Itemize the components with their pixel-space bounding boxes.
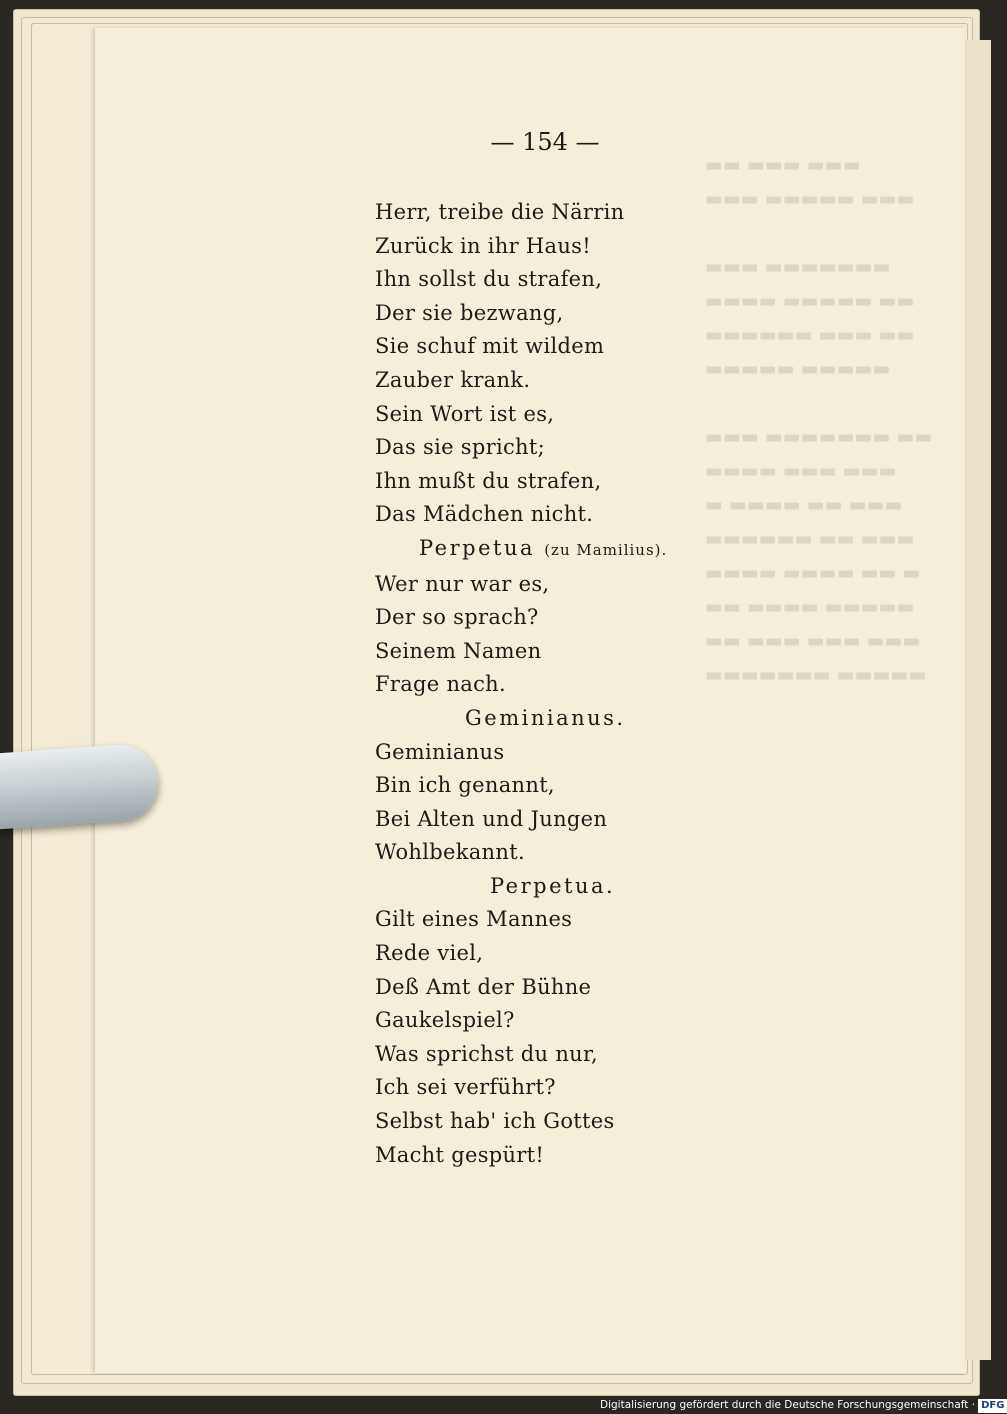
speaker-name: Perpetua [419,535,536,560]
verse-line: Was sprichst du nur, [375,1041,598,1066]
verse-line: Zurück in ihr Haus! [375,233,591,258]
verse-line: Ich sei verführt? [375,1075,556,1100]
stage-direction: (zu Mamilius). [544,540,668,559]
verse-line: Selbst hab' ich Gottes [375,1109,615,1134]
speaker-heading [375,532,695,568]
verse-line: Bin ich genannt, [375,773,555,798]
verse-line: Zauber krank. [375,367,531,392]
verse-line: Macht gespürt! [375,1142,545,1167]
page-holder-clip [0,742,160,830]
verse-line: Gilt eines Mannes [375,907,573,932]
verse-line: Bei Alten und Jungen [375,806,608,831]
verse-line: Geminianus [375,739,505,764]
verse-line: Sein Wort ist es, [375,401,555,426]
page-number: — 154 — [490,128,600,156]
verse-line: Sie schuf mit wildem [375,334,605,359]
verse-line: Wer nur war es, [375,571,550,596]
verse-line: Ihn sollst du strafen, [375,267,603,292]
digitization-credit [600,1396,1005,1414]
verse-line: Das sie spricht; [375,435,545,460]
verse-line: Ihn mußt du strafen, [375,468,602,493]
verse-line: Herr, treibe die Närrin [375,200,625,224]
verse-line: Rede viel, [375,941,484,966]
verse-line: Deß Amt der Bühne [375,974,592,999]
verse-line: Der so sprach? [375,605,539,630]
verse-line: Gaukelspiel? [375,1008,515,1033]
speaker-heading: Geminianus. [465,705,626,730]
verse-line: Seinem Namen [375,638,542,663]
verse-line: Frage nach. [375,672,506,697]
verse-line: Wohlbekannt. [375,840,525,865]
book-page [95,28,965,1373]
dfg-logo: DFG [978,1399,1007,1413]
credit-text: Digitalisierung gefördert durch die Deutsche Forschungsgemeinschaft · [600,1399,976,1411]
show-through-text: ▬▬ ▬▬▬ ▬▬▬ ▬▬▬ ▬▬▬▬▬ ▬▬▬ ▬▬▬ ▬▬▬▬▬▬▬ ▬▬▬▬ ▬▬▬▬▬ ▬▬ ▬▬▬▬▬▬ ▬▬▬ ▬▬ ▬▬▬▬▬ ▬▬▬▬▬ ▬▬▬ ▬▬▬▬▬▬▬ ▬▬ ▬▬▬▬ ▬▬▬ ▬▬▬ ▬ ▬▬▬▬ ▬▬ ▬▬▬ ▬▬▬▬▬▬ ▬▬ ▬▬▬ ▬▬▬▬ ▬▬▬▬ ▬▬ ▬ ▬▬ ▬▬▬▬ ▬▬▬▬▬ ▬▬ ▬▬▬ ▬▬▬ ▬▬▬ ▬▬▬▬▬▬▬ ▬▬▬▬▬ [705,154,933,686]
verse-line: Das Mädchen nicht. [375,502,594,527]
speaker-heading: Perpetua. [490,873,616,898]
poem-text [375,196,695,1172]
verse-line: Der sie bezwang, [375,300,564,325]
